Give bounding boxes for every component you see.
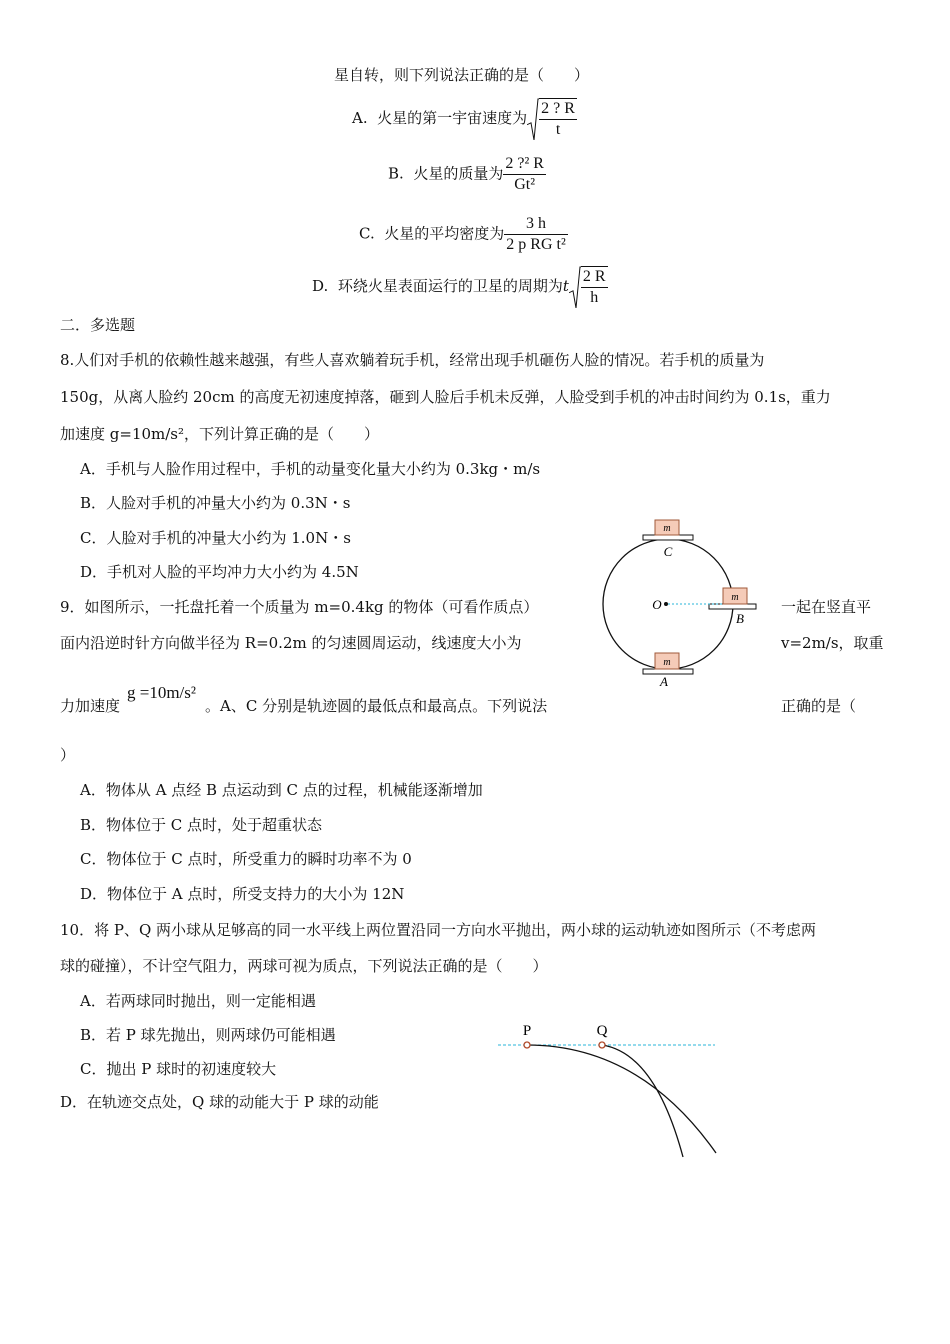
q7-a-radical (527, 98, 577, 140)
q9-line2-right: v=2m/s，取重 (781, 634, 884, 652)
q9-line1-left: 9．如图所示，一托盘托着一个质量为 m=0.4kg 的物体（可看作质点） (60, 598, 539, 616)
q8-line2: 150g，从离人脸约 20cm 的高度无初速度掉落，砸到人脸后手机未反弹，人脸受到手机的冲击时间约为 0.1s，重力 (60, 388, 831, 406)
ball-q (599, 1042, 605, 1048)
q7-d-radical (569, 266, 608, 308)
q7-d-prefix: t (562, 277, 569, 295)
q7-option-b (388, 154, 546, 195)
q8-line1: 8.人们对手机的依赖性越来越强，有些人喜欢躺着玩手机，经常出现手机砸伤人脸的情况。若手机的质量为 (60, 351, 765, 369)
q7-c-text: 火星的平均密度为 (384, 224, 505, 243)
label-q: Q (596, 1023, 608, 1039)
q10-option-a: A．若两球同时抛出，则一定能相遇 (80, 992, 316, 1010)
q7-b-label: B. (388, 164, 404, 183)
q7-a-num: 2 ? R (539, 99, 577, 120)
q7-option-a (352, 98, 577, 140)
q9-figure (590, 515, 770, 690)
q7-b-text: 火星的质量为 (413, 164, 504, 183)
point-label-b: B (736, 611, 744, 626)
q7-a-text: 火星的第一宇宙速度为 (377, 109, 528, 127)
q7-option-c (359, 214, 568, 255)
q8-line3: 加速度 g=10m/s²，下列计算正确的是（ ） (60, 425, 380, 443)
q8-option-c: C．人脸对手机的冲量大小约为 1.0N・s (80, 529, 351, 547)
q9-formula: g =10m/s² (127, 683, 196, 702)
q7-c-num: 3 h (504, 214, 567, 235)
q7-c-den: 2 p RG t² (506, 236, 566, 253)
q8-option-b: B．人脸对手机的冲量大小约为 0.3N・s (80, 494, 351, 512)
mass-label-b: m (731, 592, 739, 603)
q10-figure (490, 1015, 730, 1165)
q10-option-d: D．在轨迹交点处，Q 球的动能大于 P 球的动能 (60, 1093, 379, 1111)
q7-d-label: D. (312, 277, 329, 295)
q9-line3-right: 正确的是（ (781, 697, 857, 715)
q9-option-b: B．物体位于 C 点时，处于超重状态 (80, 816, 323, 834)
q9-line1-right: 一起在竖直平 (781, 598, 872, 616)
q10-line2: 球的碰撞），不计空气阻力，两球可视为质点，下列说法正确的是（ ） (60, 957, 548, 975)
q10-option-b: B．若 P 球先抛出，则两球仍可能相遇 (80, 1026, 336, 1044)
q9-option-a: A．物体从 A 点经 B 点运动到 C 点的过程，机械能逐渐增加 (80, 781, 483, 799)
mass-label-c: m (663, 523, 671, 534)
q7-d-den: h (590, 289, 599, 306)
point-label-a: A (660, 674, 668, 689)
q9-line3-left: 力加速度 (60, 697, 121, 715)
section-title: 二．多选题 (60, 316, 136, 334)
center-dot (664, 602, 668, 606)
q9-option-c: C．物体位于 C 点时，所受重力的瞬时功率不为 0 (80, 850, 412, 868)
q9-line2-left: 面内沿逆时针方向做半径为 R=0.2m 的匀速圆周运动，线速度大小为 (60, 634, 522, 652)
q10-line1: 10．将 P、Q 两小球从足够高的同一水平线上两位置沿同一方向水平抛出，两小球的运动轨迹如图所示（不考虑两 (60, 921, 817, 939)
tray-a (643, 669, 693, 674)
q7-option-d (312, 266, 608, 308)
q7-a-label: A. (352, 109, 368, 127)
ball-p (524, 1042, 530, 1048)
tray-c (643, 535, 693, 540)
q9-line4: ） (60, 746, 76, 764)
point-label-c: C (663, 544, 673, 559)
q7-a-den: t (555, 121, 561, 138)
q8-option-a: A．手机与人脸作用过程中，手机的动量变化量大小约为 0.3kg・m/s (80, 460, 541, 478)
q10-option-c: C．抛出 P 球时的初速度较大 (80, 1060, 277, 1078)
q7-stem-end: 星自转，则下列说法正确的是（ ） (334, 66, 590, 84)
mass-label-a: m (663, 657, 671, 668)
label-p: P (522, 1023, 532, 1039)
q9-line3-mid: 。A、C 分别是轨迹圆的最低点和最高点。下列说法 (205, 697, 548, 715)
tray-b (709, 604, 756, 609)
q7-b-den: Gt² (514, 176, 536, 193)
q7-c-label: C. (359, 224, 375, 243)
q9-option-d: D．物体位于 A 点时，所受支持力的大小为 12N (80, 885, 405, 903)
q8-option-d: D．手机对人脸的平均冲力大小约为 4.5N (80, 563, 359, 581)
q7-d-num: 2 R (581, 267, 608, 288)
center-label-o: O (652, 597, 662, 612)
trajectory-p (527, 1045, 716, 1153)
q7-b-num: 2 ?² R (503, 154, 546, 175)
q7-d-text: 环绕火星表面运行的卫星的周期为 (337, 277, 563, 295)
